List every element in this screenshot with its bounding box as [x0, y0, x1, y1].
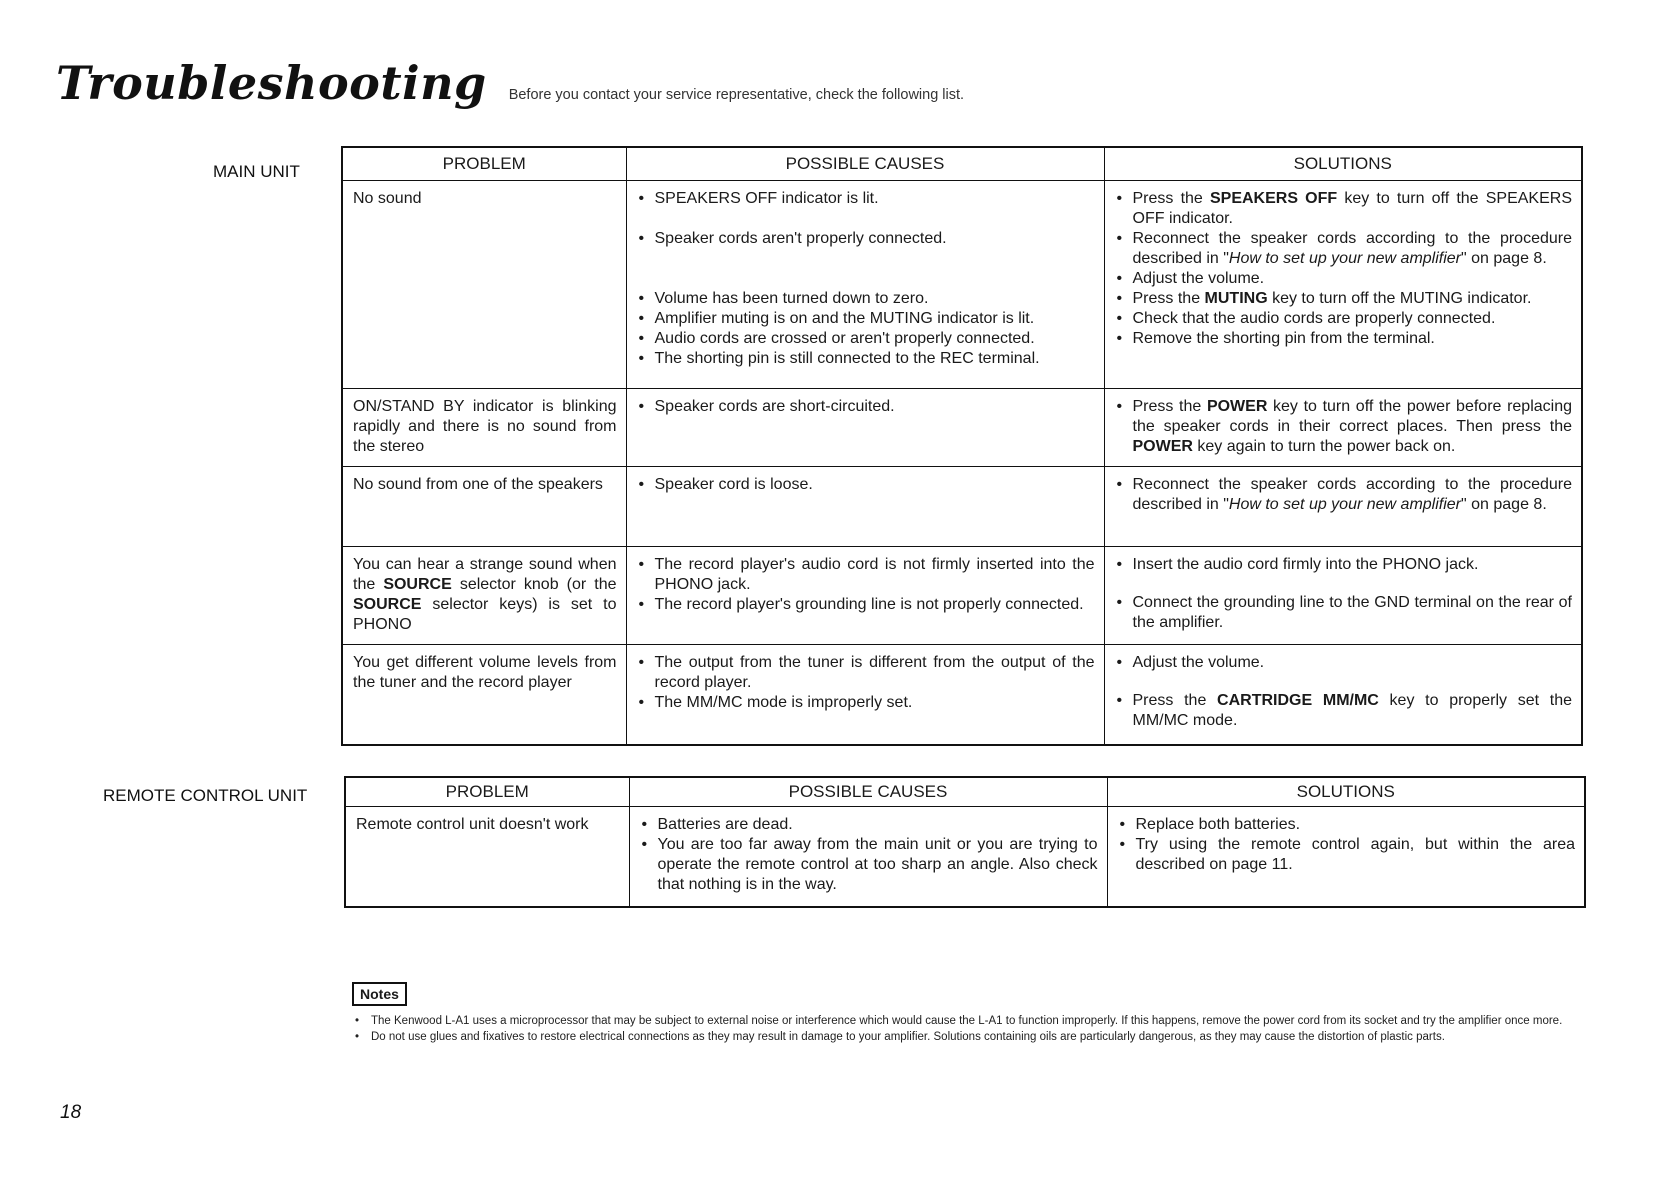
- page-header: [56, 56, 964, 110]
- note-item: • Do not use glues and fixatives to restore electrical connections as they may result in damage to your amplifier. Solutions containing oils are particularly dangerous, as they may cause the distortion of plastic parts.: [352, 1030, 1577, 1046]
- solution-item: • Press the SPEAKERS OFF key to turn off the SPEAKERS OFF indicator.: [1115, 189, 1573, 229]
- cause-item: • The record player's grounding line is not properly connected.: [637, 595, 1095, 615]
- table-row: [342, 181, 1582, 389]
- solutions-cell: [1104, 181, 1582, 389]
- table-row: [342, 467, 1582, 547]
- table-row: [345, 807, 1585, 907]
- problem-header: PROBLEM: [345, 777, 629, 807]
- page-title: Troubleshooting: [56, 56, 487, 110]
- causes-header: POSSIBLE CAUSES: [629, 777, 1107, 807]
- table-row: [342, 389, 1582, 467]
- problem-cell: You get different volume levels from the tuner and the record player: [342, 645, 626, 745]
- solution-item: • Replace both batteries.: [1118, 815, 1576, 835]
- solutions-cell: [1107, 807, 1585, 907]
- main-unit-label: MAIN UNIT: [213, 162, 300, 181]
- solutions-cell: [1104, 389, 1582, 467]
- cause-item: • Speaker cord is loose.: [637, 475, 1095, 495]
- solutions-cell: [1104, 645, 1582, 745]
- key-name: POWER: [1206, 398, 1268, 415]
- table-header-row: [342, 147, 1582, 181]
- causes-cell: [626, 181, 1104, 389]
- table-header-row: [345, 777, 1585, 807]
- solutions-header: SOLUTIONS: [1107, 777, 1585, 807]
- key-name: CARTRIDGE MM/MC: [1217, 692, 1379, 709]
- solution-item: • Try using the remote control again, but within the area described on page 11.: [1118, 835, 1576, 875]
- remote-unit-table: [344, 776, 1586, 908]
- cause-item: • The record player's audio cord is not firmly inserted into the PHONO jack.: [637, 555, 1095, 595]
- causes-cell: [629, 807, 1107, 907]
- key-name: POWER: [1132, 438, 1193, 455]
- key-name: SPEAKERS OFF: [1209, 190, 1338, 207]
- problem-cell: No sound: [342, 181, 626, 389]
- cause-item: • Audio cords are crossed or aren't properly connected.: [637, 329, 1095, 349]
- key-name: SOURCE: [353, 596, 422, 613]
- solution-item: • Reconnect the speaker cords according to the procedure described in "How to set up your new amplifier" on page 8.: [1115, 475, 1573, 515]
- problem-header: PROBLEM: [342, 147, 626, 181]
- solution-item: • Press the POWER key to turn off the power before replacing the speaker cords in their correct places. Then press the POWER key again to turn the power back on.: [1115, 397, 1573, 457]
- note-item: • The Kenwood L-A1 uses a microprocessor that may be subject to external noise or interference which would cause the L-A1 to function improperly. If this happens, remove the power cord from its socket and try the amplifier once more.: [352, 1014, 1577, 1030]
- problem-cell: ON/STAND BY indicator is blinking rapidly and there is no sound from the stereo: [342, 389, 626, 467]
- causes-cell: [626, 467, 1104, 547]
- cause-item: • Volume has been turned down to zero.: [637, 289, 1095, 309]
- solution-item: • Adjust the volume.: [1115, 653, 1573, 673]
- solution-item: • Reconnect the speaker cords according to the procedure described in "How to set up your new amplifier" on page 8.: [1115, 229, 1573, 269]
- causes-cell: [626, 645, 1104, 745]
- cause-item: • Amplifier muting is on and the MUTING indicator is lit.: [637, 309, 1095, 329]
- key-name: SOURCE: [383, 576, 452, 593]
- table-row: [342, 547, 1582, 645]
- cause-item: • Speaker cords are short-circuited.: [637, 397, 1095, 417]
- cause-item: • You are too far away from the main unit or you are trying to operate the remote control at too sharp an angle. Also check that nothing is in the way.: [640, 835, 1098, 895]
- cause-item: • The shorting pin is still connected to the REC terminal.: [637, 349, 1095, 369]
- solution-item: • Insert the audio cord firmly into the PHONO jack.: [1115, 555, 1573, 575]
- cause-item: • The output from the tuner is different from the output of the record player.: [637, 653, 1095, 693]
- solution-item: • Adjust the volume.: [1115, 269, 1573, 289]
- page-subtitle: Before you contact your service representative, check the following list.: [508, 87, 965, 103]
- causes-cell: [626, 547, 1104, 645]
- solution-item: • Check that the audio cords are properly connected.: [1115, 309, 1573, 329]
- solutions-header: SOLUTIONS: [1104, 147, 1582, 181]
- problem-cell: No sound from one of the speakers: [342, 467, 626, 547]
- cause-item: • SPEAKERS OFF indicator is lit.: [637, 189, 1095, 209]
- key-name: MUTING: [1204, 290, 1268, 307]
- notes-label: Notes: [352, 982, 407, 1006]
- remote-unit-label: REMOTE CONTROL UNIT: [103, 786, 308, 805]
- causes-header: POSSIBLE CAUSES: [626, 147, 1104, 181]
- solutions-cell: [1104, 547, 1582, 645]
- cause-item: • Batteries are dead.: [640, 815, 1098, 835]
- cause-item: • The MM/MC mode is improperly set.: [637, 693, 1095, 713]
- solution-item: • Press the MUTING key to turn off the MUTING indicator.: [1115, 289, 1573, 309]
- problem-cell: You can hear a strange sound when the SOURCE selector knob (or the SOURCE selector keys) is set to PHONO: [342, 547, 626, 645]
- main-unit-table: [341, 146, 1583, 746]
- solution-item: • Connect the grounding line to the GND terminal on the rear of the amplifier.: [1115, 593, 1573, 633]
- problem-cell: Remote control unit doesn't work: [345, 807, 629, 907]
- page-number: 18: [60, 1102, 82, 1123]
- notes-list: [352, 1014, 1577, 1045]
- solution-item: • Press the CARTRIDGE MM/MC key to properly set the MM/MC mode.: [1115, 691, 1573, 731]
- solution-item: • Remove the shorting pin from the terminal.: [1115, 329, 1573, 349]
- causes-cell: [626, 389, 1104, 467]
- table-row: [342, 645, 1582, 745]
- solutions-cell: [1104, 467, 1582, 547]
- cause-item: • Speaker cords aren't properly connected.: [637, 229, 1095, 249]
